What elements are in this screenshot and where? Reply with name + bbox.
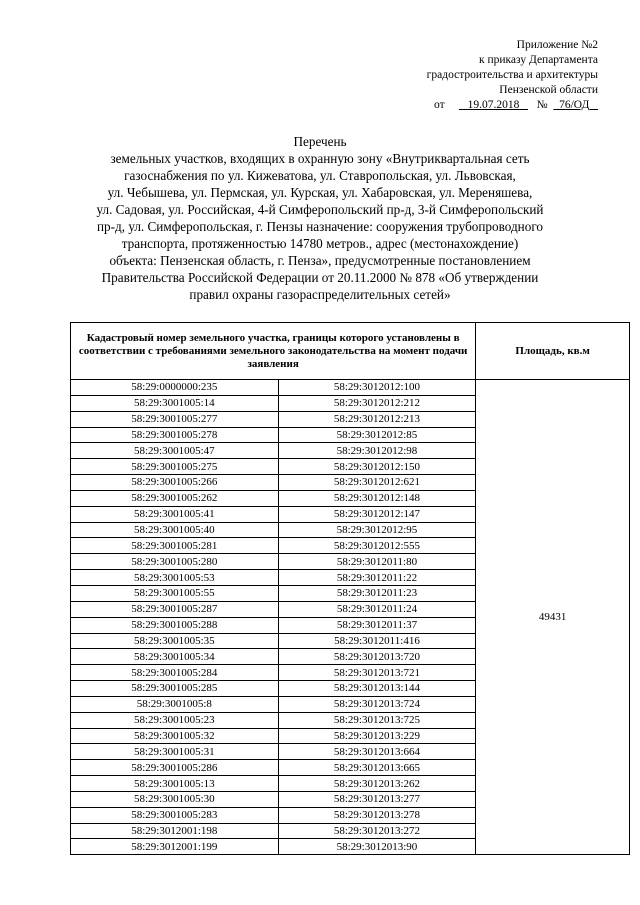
title-line: ул. Садовая, ул. Российская, 4-й Симферопольский пр-д, 3-й Симферопольский xyxy=(96,202,544,217)
cadastral-number-cell: 58:29:3012013:229 xyxy=(278,728,476,744)
cadastral-number-cell: 58:29:3001005:275 xyxy=(71,459,279,475)
cadastral-number-cell: 58:29:3012011:80 xyxy=(278,554,476,570)
cadastral-number-cell: 58:29:3001005:285 xyxy=(71,681,279,697)
cadastral-number-cell: 58:29:3001005:13 xyxy=(71,776,279,792)
cadastral-number-cell: 58:29:3001005:284 xyxy=(71,665,279,681)
area-value-cell: 49431 xyxy=(476,380,630,855)
cadastral-number-cell: 58:29:3001005:55 xyxy=(71,585,279,601)
title-line: земельных участков, входящих в охранную зону «Внутриквартальная сеть xyxy=(110,151,530,166)
cadastral-number-cell: 58:29:3012012:147 xyxy=(278,506,476,522)
cadastral-number-cell: 58:29:3001005:32 xyxy=(71,728,279,744)
appendix-title: Приложение №2 xyxy=(516,39,598,51)
parcels-table xyxy=(70,322,630,855)
cadastral-number-cell: 58:29:3012013:721 xyxy=(278,665,476,681)
cadastral-number-cell: 58:29:3012012:213 xyxy=(278,411,476,427)
cadastral-number-cell: 58:29:3001005:30 xyxy=(71,791,279,807)
cadastral-number-cell: 58:29:3001005:14 xyxy=(71,395,279,411)
cadastral-number-cell: 58:29:3001005:278 xyxy=(71,427,279,443)
title-line: газоснабжения по ул. Кижеватова, ул. Ставропольская, ул. Львовская, xyxy=(124,168,516,183)
cadastral-number-cell: 58:29:3001005:41 xyxy=(71,506,279,522)
title-line: пр-д, ул. Симферопольская, г. Пензы назначение: сооружения трубопроводного xyxy=(96,219,544,234)
table-body xyxy=(71,380,630,855)
table-row xyxy=(71,380,630,396)
cadastral-number-cell: 58:29:3012013:720 xyxy=(278,649,476,665)
cadastral-number-cell: 58:29:3012013:724 xyxy=(278,696,476,712)
cadastral-number-cell: 58:29:3001005:287 xyxy=(71,601,279,617)
title-line: правил охраны газораспределительных сетей» xyxy=(189,287,451,302)
cadastral-number-cell: 58:29:3012013:278 xyxy=(278,807,476,823)
cadastral-number-cell: 58:29:3001005:283 xyxy=(71,807,279,823)
cadastral-number-cell: 58:29:3012013:725 xyxy=(278,712,476,728)
cadastral-number-cell: 58:29:3012011:22 xyxy=(278,570,476,586)
cadastral-number-cell: 58:29:3001005:23 xyxy=(71,712,279,728)
cadastral-number-cell: 58:29:3012012:100 xyxy=(278,380,476,396)
cadastral-number-cell: 58:29:3001005:34 xyxy=(71,649,279,665)
table-header-row xyxy=(71,323,630,380)
cadastral-number-cell: 58:29:3012011:23 xyxy=(278,585,476,601)
cadastral-number-cell: 58:29:3001005:31 xyxy=(71,744,279,760)
cadastral-number-cell: 58:29:3012013:144 xyxy=(278,681,476,697)
cadastral-number-cell: 58:29:3012012:98 xyxy=(278,443,476,459)
cadastral-number-cell: 58:29:3001005:262 xyxy=(71,490,279,506)
cadastral-number-cell: 58:29:3012013:90 xyxy=(278,839,476,855)
appendix-department: градостроительства и архитектуры xyxy=(426,69,598,81)
cadastral-number-cell: 58:29:3001005:277 xyxy=(71,411,279,427)
cadastral-number-cell: 58:29:0000000:235 xyxy=(71,380,279,396)
cadastral-number-cell: 58:29:3012012:621 xyxy=(278,475,476,491)
header-cadastral: Кадастровый номер земельного участка, границы которого установлены в соответствии с требованиями земельного законодательства на момент подачи заявления xyxy=(71,323,476,380)
title-line: Правительства Российской Федерации от 20.11.2000 № 878 «Об утверждении xyxy=(101,270,539,285)
header-area: Площадь, кв.м xyxy=(476,323,630,380)
title-body xyxy=(50,150,590,303)
order-date-number xyxy=(368,98,598,113)
cadastral-number-cell: 58:29:3012011:416 xyxy=(278,633,476,649)
appendix-order-ref: к приказу Департамента xyxy=(479,54,598,66)
cadastral-number-cell: 58:29:3012012:150 xyxy=(278,459,476,475)
cadastral-number-cell: 58:29:3012013:277 xyxy=(278,791,476,807)
cadastral-number-cell: 58:29:3001005:288 xyxy=(71,617,279,633)
order-date: 19.07.2018 xyxy=(467,99,520,111)
cadastral-number-cell: 58:29:3001005:8 xyxy=(71,696,279,712)
cadastral-number-cell: 58:29:3001005:40 xyxy=(71,522,279,538)
cadastral-number-cell: 58:29:3001005:281 xyxy=(71,538,279,554)
cadastral-number-cell: 58:29:3001005:286 xyxy=(71,760,279,776)
title-line: объекта: Пензенская область, г. Пенза», предусмотренные постановлением xyxy=(109,253,531,268)
appendix-header xyxy=(368,38,598,113)
cadastral-number-cell: 58:29:3012012:212 xyxy=(278,395,476,411)
cadastral-number-cell: 58:29:3012001:198 xyxy=(71,823,279,839)
cadastral-number-cell: 58:29:3001005:53 xyxy=(71,570,279,586)
cadastral-number-cell: 58:29:3001005:35 xyxy=(71,633,279,649)
cadastral-number-cell: 58:29:3012013:272 xyxy=(278,823,476,839)
title-line: транспорта, протяженностью 14780 метров., адрес (местонахождение) xyxy=(121,236,519,251)
cadastral-number-cell: 58:29:3012013:665 xyxy=(278,760,476,776)
order-number: 76/ОД xyxy=(559,99,590,111)
cadastral-number-cell: 58:29:3001005:266 xyxy=(71,475,279,491)
cadastral-number-cell: 58:29:3012012:85 xyxy=(278,427,476,443)
title-heading: Перечень xyxy=(293,134,347,149)
document-title xyxy=(50,133,590,303)
order-from-label: от xyxy=(433,99,445,111)
cadastral-number-cell: 58:29:3012013:664 xyxy=(278,744,476,760)
cadastral-number-cell: 58:29:3012012:95 xyxy=(278,522,476,538)
cadastral-number-cell: 58:29:3001005:47 xyxy=(71,443,279,459)
cadastral-number-cell: 58:29:3012013:262 xyxy=(278,776,476,792)
cadastral-number-cell: 58:29:3012011:37 xyxy=(278,617,476,633)
appendix-region: Пензенской области xyxy=(499,84,598,96)
order-number-label: № xyxy=(536,99,548,111)
cadastral-number-cell: 58:29:3012012:555 xyxy=(278,538,476,554)
cadastral-number-cell: 58:29:3001005:280 xyxy=(71,554,279,570)
cadastral-number-cell: 58:29:3012011:24 xyxy=(278,601,476,617)
title-line: ул. Чебышева, ул. Пермская, ул. Курская, ул. Хабаровская, ул. Мереняшева, xyxy=(107,185,533,200)
cadastral-number-cell: 58:29:3012012:148 xyxy=(278,490,476,506)
cadastral-number-cell: 58:29:3012001:199 xyxy=(71,839,279,855)
